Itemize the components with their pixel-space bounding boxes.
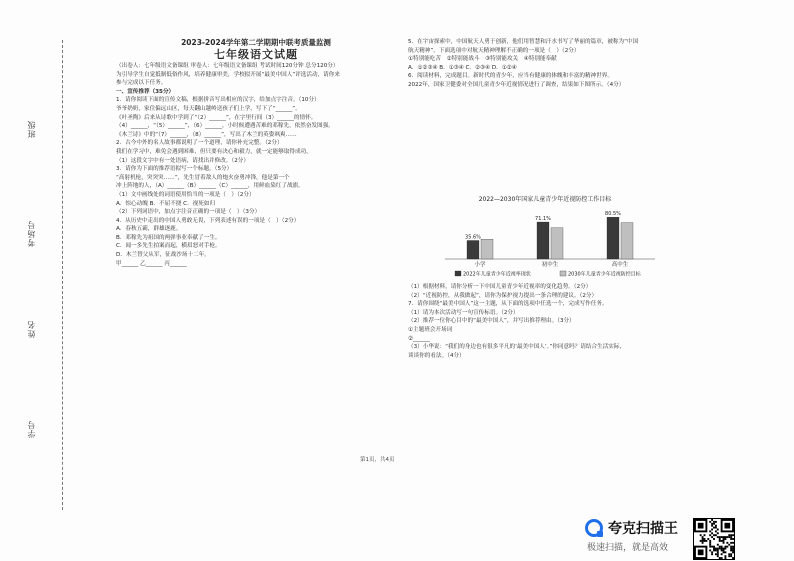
question-line: 冲上阵地的人，（A）______（B）______（C）______，用鲜血染红了战旗。 (116, 183, 304, 190)
right-question-lines (408, 38, 690, 90)
question-line: 6．阅读材料，完成题目。新时代的青少年，应当有健康的体魄和丰富的精神世界。 (408, 73, 613, 80)
question-line: 7．请你围绕“最美中国人”这一主题，从下面的选项中任选一个，完成写作任务。 (408, 301, 608, 308)
question-line: （1）根据材料，请你分析一下中国儿童青少年近视率的变化趋势。（2分） (408, 284, 592, 290)
left-question-lines (116, 96, 396, 268)
chart-title: 2022—2030年国家儿童青少年近视防控工作目标 (478, 196, 612, 203)
bar-target (551, 228, 563, 259)
exam-meta: （出卷人：七年级语文备课组 审卷人：七年级语文备课组 考试时间120分钟 总分120分） (116, 63, 339, 69)
bar-current (467, 240, 479, 259)
section-heading: 一、宣传推荐（35分） (116, 88, 175, 95)
margin-label-class: 班级 (27, 120, 36, 138)
brand-name: 夸克扫描王 (608, 521, 678, 537)
question-line: 航天精神”。下面选项中对航天精神理解不正确的一项是（ ）（2分） (408, 47, 580, 54)
exam-header: 2023-2024学年第二学期期中联考质量监测 (181, 38, 331, 47)
question-line: A．①②③④ B．①③④ C．②③④ D．①②④ (408, 64, 517, 71)
legend-label: 2030年儿童青少年近视防控目标 (568, 271, 641, 278)
myopia-chart (425, 193, 665, 281)
question-line: 5．在宇宙探索中，中国航天人勇于创新，他们用智慧和汗水书写了华丽的篇章，被称为“中国 (408, 39, 639, 45)
question-line: 4．从历史中走出的中国人勇敢无畏，下列表述有误的一项是（ ）（2分） (116, 217, 300, 224)
bar-target (481, 239, 493, 259)
bar-current (537, 222, 549, 259)
question-line: 我们在学习中，难免会遇到困难，但只要有决心和毅力，就一定能够取得成功。 (116, 148, 312, 155)
question-line: ①主题班会开场词 (408, 326, 453, 333)
brand-slogan: 极速扫描，就是高效 (587, 543, 669, 553)
question-line: （1）请为本次活动写一句宣传标语。（2分） (408, 309, 519, 316)
question-line: D．木兰替父从军，征战沙场十二年。 (116, 252, 210, 259)
x-tick-label: 高中生 (611, 262, 629, 268)
right-column (408, 38, 690, 90)
binding-margin (4, 0, 114, 561)
question-line: 1．请你阅读下面的宣传文稿，根据拼音写出相应的汉字，给加点字注音。（10分） (116, 97, 320, 104)
question-line: 3．请你为下面的推荐语拟写一个标题。（5分） (116, 166, 233, 173)
question-line: （3）小华说：“我们的身边也有很多平凡的‘最美中国人’。”你同意吗？请结合生活实际， (408, 344, 626, 351)
question-line: A．春秋五霸，群雄逐鹿。 (116, 226, 182, 233)
bar-current (607, 217, 619, 259)
right-column-after-chart (408, 283, 690, 360)
margin-label-name: 姓名 (27, 320, 36, 338)
question-line: （1）文中画线处的词语使用恰当的一项是（ ）（2分） (116, 191, 255, 198)
question-line: 《木兰诗》中的“（7）______，（8）______”，写出了木兰的英姿飒爽…… (116, 131, 297, 138)
question-line: （2）“近视防控，从我做起”，请你为保护视力提出一条合理的建议。（2分） (408, 292, 598, 299)
legend-swatch (455, 271, 461, 276)
question-line: 爷爷奶奶，家住偏远山区，每天翻山越岭送孩子们上学，写下了“______”。 (116, 105, 301, 112)
margin-label-student-id: 学号 (27, 420, 36, 438)
question-line: 《叶圣陶》后来从诗歌中学到了“（2）______”，在字里行间（3）______的情怀。 (116, 114, 317, 121)
data-label: 80.5% (605, 211, 621, 218)
question-line: （4）______，“（5）______”，（6）______，小时候遭遇苦难的邓稼先，依然奋发图强。 (116, 123, 334, 130)
question-line: ①特别能吃苦 ②特别能战斗 ③特别能攻关 ④特别能奉献 (408, 56, 557, 63)
instruction-line: 参与完成以下任务。 (116, 80, 167, 87)
question-line: 2．古今中外的名人故事都说明了一个道理，请你补充完整。（2分） (116, 140, 283, 147)
page-footer: 第1页，共4页 (360, 457, 395, 463)
question-line: C．闻一多先生拍案而起，横眉怒对手枪。 (116, 243, 221, 250)
legend-label: 2022年儿童青少年近视率现状 (463, 271, 531, 278)
x-tick-label: 小学 (474, 262, 486, 268)
bar-target (621, 223, 633, 259)
data-label: 71.1% (535, 216, 551, 223)
question-line: “高射机枪，突突突……”，先生冒着敌人的炮火奋勇冲锋，他是第一个 (116, 174, 290, 181)
question-line: B．邓稼先为祖国的两弹事业奉献了一生。 (116, 234, 221, 241)
scanner-brand (585, 518, 685, 558)
question-line: 谈谈你的看法。（4分） (408, 352, 465, 359)
instruction-line: 为引导学生自觉抵制低俗作风，培养健康审美，学校拟开展“最美中国人”评选活动，请你来 (116, 71, 340, 78)
exam-title: 七年级语文试题 (214, 48, 298, 61)
margin-label-exam-room: 考场号 (27, 220, 36, 247)
quark-logo-icon (585, 519, 603, 537)
question-line: 2022年，国家卫健委对全国儿童青少年近视情况进行了调查，结果如下图所示。（4分） (408, 81, 625, 88)
qr-code-icon (693, 518, 735, 560)
right-question-lines-after (408, 283, 690, 360)
data-label: 35.6% (465, 234, 481, 241)
question-line: 甲______ 乙______ 丙______ (116, 260, 187, 267)
cut-line (62, 40, 63, 510)
x-tick-label: 初中生 (541, 262, 559, 268)
legend-swatch (560, 271, 566, 276)
left-column (116, 38, 396, 268)
question-line: （2）推荐一位你心目中的“最美中国人”，并写出推荐理由。（3分） (408, 318, 575, 325)
question-line: ②______ (408, 335, 430, 342)
question-line: A．惊心动魄 B．不屈不挠 C．视死如归 (116, 200, 216, 207)
question-line: （2）下列词语中，加点字注音正确的一项是（ ）（3分） (116, 209, 261, 216)
question-line: （1）这段文字中有一处语病，请找出并修改。（2分） (116, 157, 249, 164)
